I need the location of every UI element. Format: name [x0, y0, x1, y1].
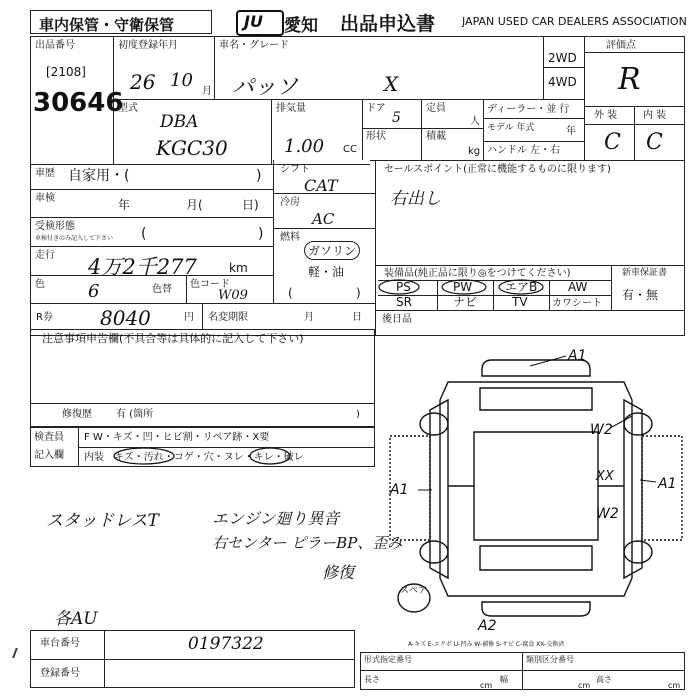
repair-value: 有 (箇所: [116, 409, 154, 420]
inspector-int-items: キズ・汚れ・コゲ・穴・ヌレ・キレ・破レ: [114, 452, 304, 463]
ju-logo-text: JU: [244, 12, 263, 31]
fuel-paren-close: ): [356, 286, 361, 300]
damage-marks: [389, 348, 676, 634]
car-outline: [390, 360, 682, 616]
lot-label: 出品番号: [35, 40, 75, 51]
history-close: ): [256, 168, 262, 184]
drive-4wd: 4WD: [548, 75, 577, 89]
registration-label: 初度登録年月: [118, 40, 178, 51]
sales-point-label: セールスポイント(正常に機能するものに限ります): [384, 164, 611, 175]
shift-value: CAT: [304, 176, 338, 195]
type-label: 型式: [118, 103, 138, 114]
shift-label: シフト: [280, 164, 310, 175]
equip-sr: SR: [396, 295, 412, 309]
frame-label: 車台番号: [40, 638, 80, 649]
car-diagram: [370, 340, 690, 650]
inspection-label: 車検: [35, 193, 55, 204]
pencil-mark: [12, 648, 26, 658]
registration-year: 26: [130, 70, 156, 94]
name-change-day: 日: [352, 312, 362, 323]
fuel-paren-open: (: [288, 286, 293, 300]
remark-studless: スタッドレスT: [46, 511, 159, 531]
association-name: JAPAN USED CAR DEALERS ASSOCIATION: [462, 15, 687, 28]
acceptance-label: 受検形態: [35, 221, 75, 232]
history-value: 自家用・(: [68, 168, 130, 184]
type-prefix: DBA: [160, 112, 199, 132]
equip-aw: AW: [568, 280, 588, 294]
mileage-label: 走行: [35, 250, 55, 261]
storage-badge-text: 車内保管・守衛保管: [39, 16, 175, 34]
mileage-value: 4万2千277: [88, 255, 197, 279]
model-grade-mark: X: [384, 72, 399, 96]
mark-w2-lower: W2: [596, 506, 619, 522]
mark-xx: XX: [596, 469, 614, 484]
frame-value: 0197322: [188, 634, 264, 654]
color-change-label: 色替: [152, 284, 172, 295]
displacement-value: 1.00: [284, 136, 325, 157]
fuel-options: 軽・油: [308, 265, 345, 279]
remark-center: 右センター ピラーBP、歪み: [212, 534, 403, 552]
repair-label: 修復歴: [62, 409, 92, 420]
lot-bracket-number: [2108]: [46, 65, 86, 79]
spec-height: 高さ: [596, 675, 612, 684]
equipment-label: 装備品(純正品に限り◎をつけてください): [384, 268, 571, 279]
handle-label: ハンドル 左・右: [487, 145, 561, 156]
acceptance-open: (: [141, 226, 147, 242]
mark-a1-left: A1: [390, 482, 409, 498]
score-ext-label: 外 装: [594, 110, 618, 121]
fuel-label: 燃料: [280, 232, 300, 243]
doors-label: ドア: [366, 103, 386, 114]
score-int-value: C: [646, 130, 663, 155]
form-title: 出品申込書: [340, 13, 436, 35]
inspection-year: 年: [118, 198, 131, 212]
spec-height-cm: cm: [668, 681, 681, 690]
model-name-label: 車名・グレード: [219, 40, 289, 51]
remark-engine: エンジン廻り異音: [212, 509, 340, 528]
aircon-value: AC: [312, 210, 335, 228]
prefecture-name: 愛知: [284, 16, 318, 36]
type-code: KGC30: [156, 136, 228, 160]
equipment-circles: [378, 279, 578, 297]
inspector-ext-items: F W・キズ・凹・ヒビ割・リペア跡・X要: [84, 432, 270, 443]
drive-2wd: 2WD: [548, 51, 577, 65]
doors-value: 5: [392, 110, 401, 126]
warranty-value: 有・無: [622, 288, 659, 302]
model-year-label: モデル 年式: [487, 123, 535, 133]
acceptance-close: ): [258, 226, 264, 242]
name-change-label: 名変期限: [208, 312, 248, 323]
spec-type-label: 形式指定番号: [364, 655, 412, 664]
acceptance-note: 車検付きのみ記入して下さい: [35, 235, 114, 242]
mark-a2: A2: [478, 618, 497, 634]
spec-width-cm: cm: [578, 681, 591, 690]
model-name-value: パッソ: [232, 75, 299, 100]
capacity-unit: 人: [470, 116, 480, 127]
color-code-label: 色コード: [190, 279, 230, 290]
inspection-day: 日): [242, 198, 259, 212]
color-label: 色: [35, 279, 45, 290]
color-value: 6: [88, 281, 100, 302]
displacement-unit: CC: [343, 144, 357, 155]
equip-ps: PS: [396, 280, 411, 294]
equip-pw: PW: [453, 280, 473, 294]
spec-length: 長さ: [364, 675, 380, 684]
spec-length-cm: cm: [480, 681, 493, 690]
dealer-label: ディーラー・並 行: [487, 104, 570, 115]
fuel-value: ガソリン: [304, 241, 360, 260]
mark-a1-far-right: A1: [658, 476, 677, 492]
mark-w2-right: W2: [590, 422, 613, 438]
notes-label: 注意事項申告欄(不具合等は具体的に記入して下さい): [42, 332, 304, 345]
color-code-value: W09: [218, 288, 248, 303]
lot-number: 30646: [33, 88, 124, 118]
score-int-label: 内 装: [643, 110, 667, 121]
ju-logo: [236, 10, 284, 36]
equip-tv: TV: [512, 295, 528, 309]
equip-airbag: エアB: [505, 280, 538, 294]
spare-label: スペア: [400, 586, 428, 596]
shape-label: 形状: [366, 131, 386, 142]
sales-point-value: 右出し: [390, 189, 441, 209]
reg-no-label: 登録番号: [40, 668, 80, 679]
displacement-label: 排気量: [276, 103, 306, 114]
history-label: 車歴: [35, 168, 55, 179]
equip-leather: カワシート: [552, 298, 602, 309]
registration-month-unit: 月: [202, 86, 212, 97]
score-value: R: [618, 62, 641, 97]
inspector-circles: [110, 446, 310, 466]
score-ext-value: C: [604, 130, 621, 155]
repair-close: ): [356, 409, 360, 420]
name-change-month: 月: [304, 312, 314, 323]
recycle-unit: 円: [184, 312, 194, 323]
registration-month: 10: [170, 70, 193, 91]
remark-all-au: 各AU: [54, 609, 98, 629]
load-label: 積載: [426, 131, 446, 142]
mileage-unit: km: [229, 261, 248, 275]
spec-width: 幅: [500, 675, 508, 684]
later-date-label: 後日品: [382, 314, 412, 325]
model-year-unit: 年: [566, 126, 576, 137]
storage-badge: [30, 10, 212, 34]
remark-repaired: 修復: [322, 563, 355, 582]
equip-navi: ナビ: [453, 295, 478, 309]
aircon-label: 冷房: [280, 197, 300, 208]
inspection-month: 月(: [186, 198, 203, 212]
inspector-label-1: 検査員: [34, 432, 64, 443]
spec-category-label: 類別区分番号: [526, 655, 574, 664]
recycle-value: 8040: [100, 306, 151, 330]
warranty-label: 新車保証書: [622, 268, 668, 278]
capacity-label: 定員: [426, 103, 446, 114]
inspector-label-2: 記入欄: [34, 450, 64, 461]
diagram-legend: A-キズ E-エクボ U-凹み W-補修 S-サビ C-腐食 XX-交換済: [408, 641, 565, 648]
load-unit: kg: [468, 146, 481, 157]
mark-a1-top: A1: [568, 348, 587, 364]
score-label: 評価点: [606, 40, 636, 51]
inspector-int-label: 内装: [84, 452, 104, 463]
recycle-label: R券: [36, 312, 53, 323]
